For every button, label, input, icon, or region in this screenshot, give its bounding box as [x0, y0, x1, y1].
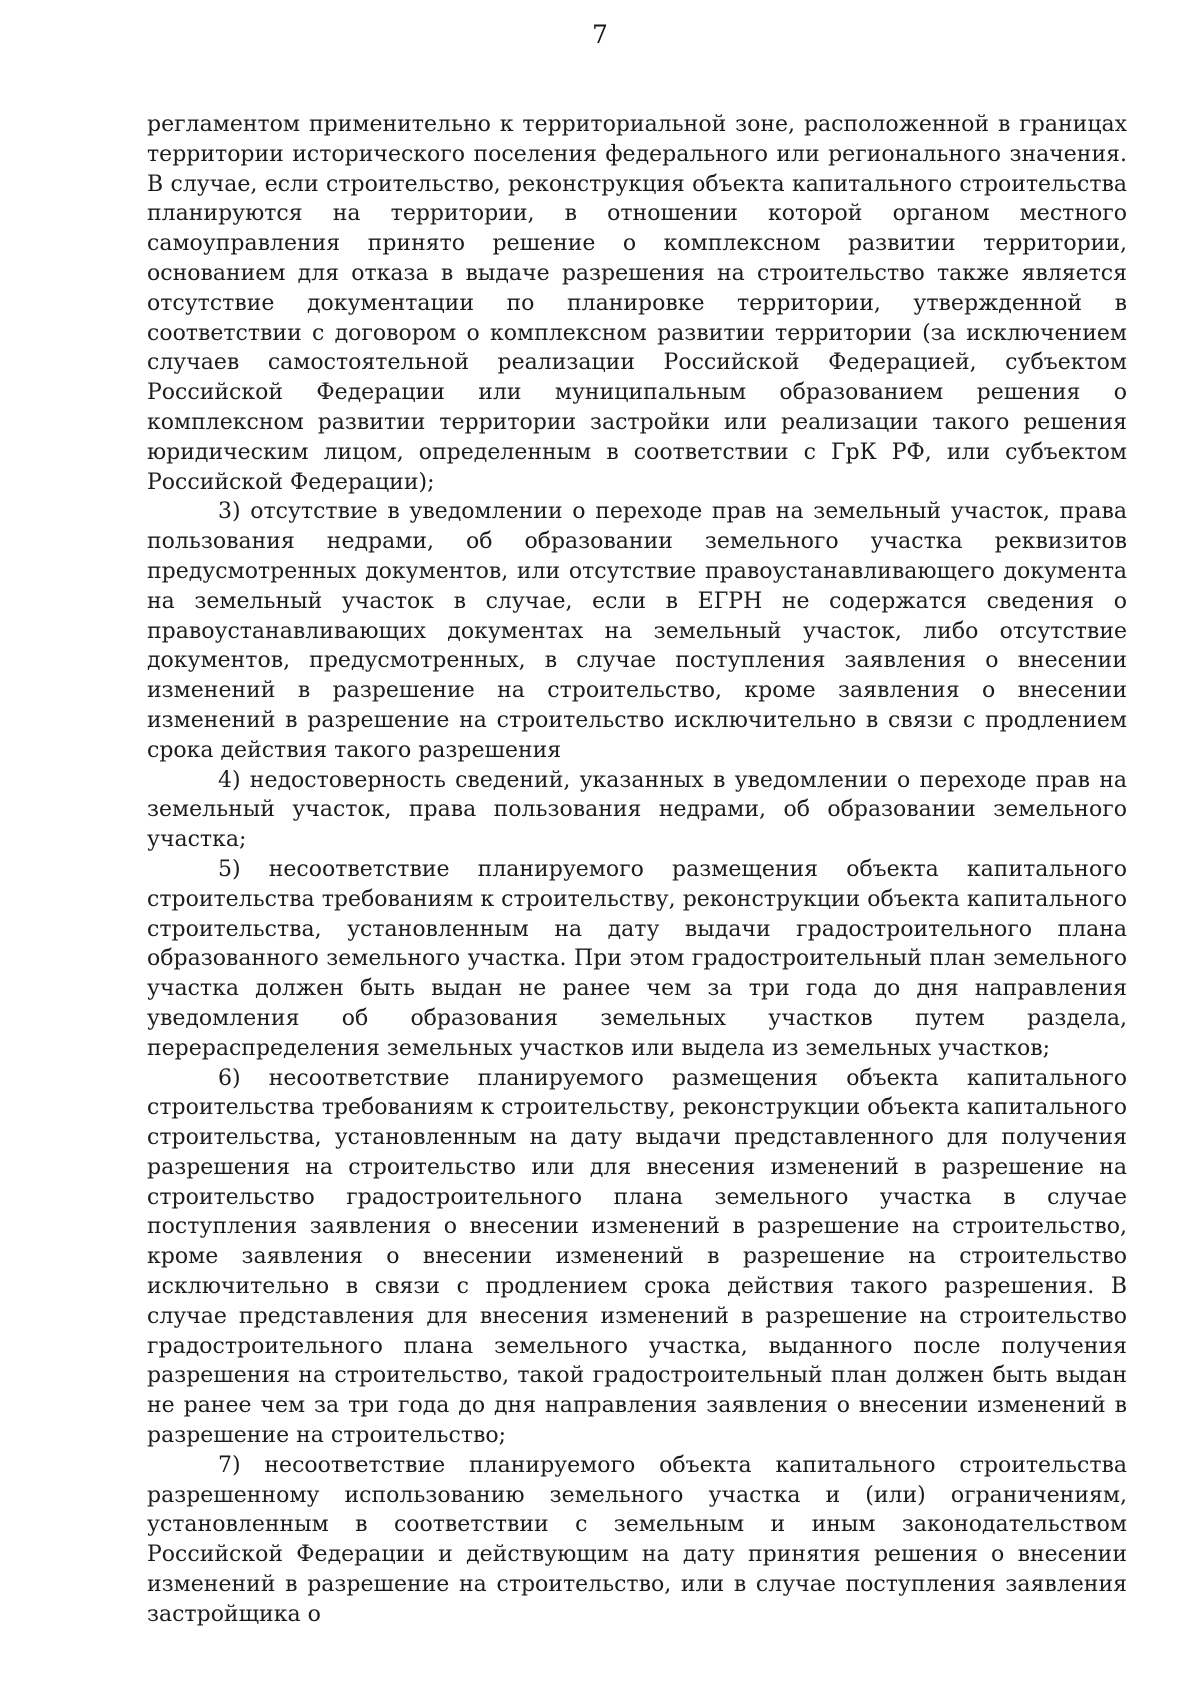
paragraph-item-5: 5) несоответствие планируемого размещения объекта капитального строительства требованиям к строительству, реконструкции объекта капитального строительства, установленным на дату выдачи градостроительного плана образованного земельного участка. При этом градостроительный план земельного участка должен быть выдан не ранее чем за три года до дня направления уведомления об образования земельных участков путем раздела, перераспределения земельных участков или выдела из земельных участков; — [147, 856, 1127, 1061]
page-number: 7 — [592, 20, 608, 49]
document-body — [147, 110, 1127, 1630]
paragraph-item-3: 3) отсутствие в уведомлении о переходе прав на земельный участок, права пользования недрами, об образовании земельного участка реквизитов предусмотренных документов, или отсутствие правоустанавливающего документа на земельный участок в случае, если в ЕГРН не содержатся сведения о правоустанавливающих документах на земельный участок, либо отсутствие документов, предусмотренных, в случае поступления заявления о внесении изменений в разрешение на строительство, кроме заявления о внесении изменений в разрешение на строительство исключительно в связи с продлением срока действия такого разрешения — [147, 499, 1127, 763]
paragraph-continuation: регламентом применительно к территориальной зоне, расположенной в границах территории исторического поселения федерального или регионального значения. В случае, если строительство, реконструкция объекта капитального строительства планируются на территории, в отношении которой органом местного самоуправления принято решение о комплексном развитии территории, основанием для отказа в выдаче разрешения на строительство также является отсутствие документации по планировке территории, утвержденной в соответствии с договором о комплексном развитии территории (за исключением случаев самостоятельной реализации Российской Федерацией, субъектом Российской Федерации или муниципальным образованием решения о комплексном развитии территории застройки или реализации такого решения юридическим лицом, определенным в соответствии с ГрК РФ, или субъектом Российской Федерации); — [147, 112, 1127, 495]
paragraph-item-6: 6) несоответствие планируемого размещения объекта капитального строительства требованиям к строительству, реконструкции объекта капитального строительства, установленным на дату выдачи представленного для получения разрешения на строительство или для внесения изменений в разрешение на строительство градостроительного плана земельного участка в случае поступления заявления о внесении изменений в разрешение на строительство, кроме заявления о внесении изменений в разрешение на строительство исключительно в связи с продлением срока действия такого разрешения. В случае представления для внесения изменений в разрешение на строительство градостроительного плана земельного участка, выданного после получения разрешения на строительство, такой градостроительный план должен быть выдан не ранее чем за три года до дня направления заявления о внесении изменений в разрешение на строительство; — [147, 1065, 1127, 1449]
paragraph-item-7: 7) несоответствие планируемого объекта капитального строительства разрешенному использованию земельного участка и (или) ограничениям, установленным в соответствии с земельным и иным законодательством Российской Федерации и действующим на дату принятия решения о внесении изменений в разрешение на строительство, или в случае поступления заявления застройщика о — [147, 1452, 1127, 1627]
paragraph-item-4: 4) недостоверность сведений, указанных в уведомлении о переходе прав на земельный участок, права пользования недрами, об образовании земельного участка; — [147, 767, 1127, 853]
